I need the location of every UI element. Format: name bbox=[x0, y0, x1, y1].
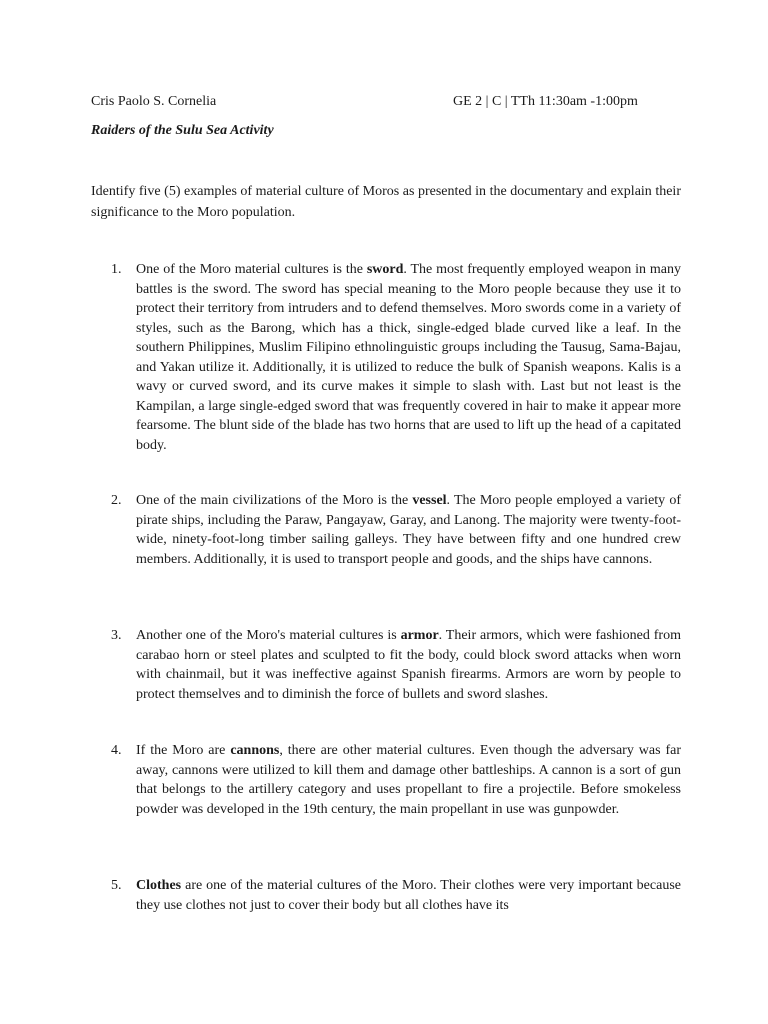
item-number: 4. bbox=[111, 743, 122, 758]
item-text-before: If the Moro are bbox=[136, 743, 231, 758]
item-keyword: cannons bbox=[230, 743, 280, 758]
item-keyword: armor bbox=[400, 628, 439, 643]
document-header bbox=[91, 94, 681, 114]
item-text-before: One of the Moro material cultures is the bbox=[136, 262, 367, 277]
item-text bbox=[136, 741, 681, 819]
item-number: 5. bbox=[111, 878, 122, 893]
item-text-before: Another one of the Moro's material cultures is bbox=[136, 628, 401, 643]
item-number: 3. bbox=[111, 628, 122, 643]
item-text-after: . Their armors, which were fashioned from carabao horn or steel plates and sculpted to fit the body, could block sword attacks when worn with chainmail, but it was ineffective against Spanish firearms. Armors are worn by people to protect themselves and to diminish the force of bullets and sword slashes. bbox=[136, 628, 681, 702]
item-text bbox=[136, 876, 681, 915]
item-text bbox=[136, 260, 681, 455]
item-text-after: are one of the material cultures of the Moro. Their clothes were very important because they use clothes not just to cover their body but all clothes have its bbox=[136, 878, 681, 913]
item-text-after: , there are other material cultures. Even though the adversary was far away, cannons were utilized to kill them and damage other battleships. A cannon is a sort of gun that belongs to the artillery category and uses propellant to fire a projectile. Before smokeless powder was developed in the 19th century, the main propellant in use was gunpowder. bbox=[136, 743, 681, 817]
document-title: Raiders of the Sulu Sea Activity bbox=[91, 123, 274, 138]
course-info: GE 2 | C | TTh 11:30am -1:00pm bbox=[453, 94, 638, 109]
item-number: 1. bbox=[111, 262, 122, 277]
item-number: 2. bbox=[111, 493, 122, 508]
item-text-after: . The Moro people employed a variety of pirate ships, including the Paraw, Pangayaw, Garay, and Lanong. The majority were twenty-foot-wide, ninety-foot-long timber sailing galleys. They have between fifty and one hundred crew members. Additionally, it is used to transport people and goods, and the ships have cannons. bbox=[136, 493, 681, 567]
item-keyword: sword bbox=[366, 262, 404, 277]
item-keyword: vessel bbox=[412, 493, 447, 508]
item-text-after: . The most frequently employed weapon in many battles is the sword. The sword has special meaning to the Moro people because they use it to protect their territory from intruders and to defend themselves. Moro swords come in a variety of styles, such as the Barong, which has a thick, single-edged blade curved like a leaf. In the southern Philippines, Muslim Filipino ethnolinguistic groups including the Tausug, Sama-Bajau, and Yakan utilize it. Additionally, it is utilized to reduce the bulk of Spanish weapons. Kalis is a wavy or curved sword, and its curve makes it simple to slash with. Last but not least is the Kampilan, a large single-edged sword that was frequently covered in hair to make it appear more fearsome. The blunt side of the blade has two horns that are used to lift up the head of a capitated body. bbox=[136, 262, 681, 453]
item-text bbox=[136, 491, 681, 569]
author-name: Cris Paolo S. Cornelia bbox=[91, 94, 217, 109]
item-text bbox=[136, 626, 681, 704]
item-text-before: One of the main civilizations of the Moro is the bbox=[136, 493, 413, 508]
activity-prompt: Identify five (5) examples of material culture of Moros as presented in the documentary and explain their significance to the Moro population. bbox=[91, 184, 681, 220]
item-keyword: Clothes bbox=[136, 878, 182, 893]
